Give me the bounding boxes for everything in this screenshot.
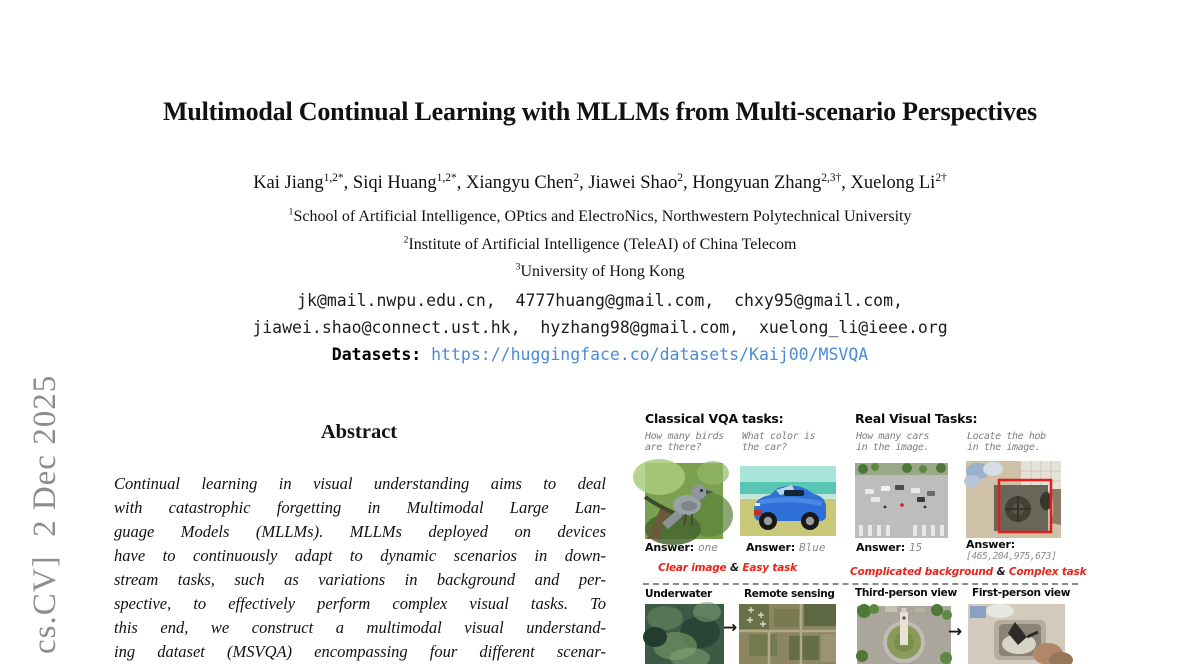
author-5: Xuelong $Li^{2\dagger}$	[850, 171, 947, 193]
email-line-1: jk@mail.nwpu.edu.cn, 4777huang@gmail.com, chxy95@gmail.com,	[297, 291, 903, 310]
paper-title: Multimodal Continual Learning with MLLMs from Multi-scenario Perspectives	[163, 97, 1037, 126]
underwater-image	[645, 604, 724, 664]
abstract-line: stream tasks, such as variations in background and per-	[114, 570, 606, 589]
question-4: Locate the hob in the image.	[967, 431, 1046, 453]
question-3: How many cars in the image.	[856, 431, 930, 453]
arrow-third-to-first-person: →	[948, 622, 963, 642]
caption-complex-task: Complicated background & Complex task	[850, 566, 1087, 578]
author-1: Siqi Huang$^{1,2*}$,	[352, 171, 466, 193]
clock-tower-image	[857, 606, 951, 664]
kitchen-hob-image	[966, 461, 1061, 538]
classical-vqa-header: Classical VQA tasks:	[645, 411, 784, 426]
abstract-line: guage Models (MLLMs). MLLMs deployed on devices	[114, 522, 606, 541]
email-line-2: jiawei.shao@connect.ust.hk, hyzhang98@gmail.com, xuelong_li@ieee.org	[252, 318, 948, 337]
intersection-image	[855, 463, 948, 538]
affiliation-3: $^3$University of Hong Kong	[515, 261, 685, 280]
answer-2: Answer: Blue	[746, 541, 826, 554]
abstract-heading: Abstract	[320, 421, 398, 443]
answer-4: Answer: [465,204,975,673]	[966, 538, 1057, 562]
abstract-line: Continual learning in visual understanding aims to deal	[114, 474, 606, 493]
abstract-body	[114, 472, 606, 664]
answer-1: Answer: one	[645, 541, 718, 554]
abstract-line: ing dataset (MSVQA) encompassing four different scenar-	[114, 642, 606, 661]
author-line	[0, 173, 1200, 194]
first-person-image	[968, 604, 1065, 664]
arxiv-banner: cs.CV] 2 Dec 2025	[27, 374, 63, 654]
arrow-underwater-to-remote: →	[723, 618, 738, 638]
dashed-separator	[643, 583, 1078, 585]
scenario-label-underwater: Underwater	[645, 588, 712, 600]
real-visual-header: Real Visual Tasks:	[855, 411, 978, 426]
author-2: Xiangyu Chen$^2$,	[466, 171, 589, 193]
author-0: Kai Jiang$^{1,2*}$,	[253, 171, 353, 193]
bird-image	[645, 463, 723, 539]
affiliation-2: $^2$Institute of Artificial Intelligence (TeleAI) of China Telecom	[403, 234, 797, 253]
datasets-label: Datasets:	[331, 345, 422, 364]
teaser-figure	[640, 408, 1088, 648]
datasets-link[interactable]: https://huggingface.co/datasets/Kaij00/MSVQA	[431, 345, 869, 364]
abstract-line: have to continuously adapt to dynamic scenarios in down-	[114, 546, 606, 565]
scenario-label-third-person: Third-person view	[855, 587, 957, 599]
scenario-label-first-person: First-person view	[972, 587, 1071, 599]
answer-3: Answer: 15	[856, 541, 923, 554]
remote-sensing-image	[739, 604, 836, 664]
abstract-line: spective, to effectively perform complex visual tasks. To	[114, 594, 606, 613]
caption-easy-task: Clear image & Easy task	[658, 562, 797, 574]
car-image	[740, 466, 836, 536]
question-1: How many birds are there?	[645, 431, 724, 453]
author-4: Hongyuan Zhang$^{2,3\dagger}$,	[692, 171, 851, 193]
abstract-line: with catastrophic forgetting in Multimodal Large Lan-	[114, 498, 606, 517]
datasets-line	[0, 345, 1200, 364]
question-2: What color is the car?	[742, 431, 816, 453]
scenario-label-remote-sensing: Remote sensing	[744, 588, 835, 600]
affiliation-1: $^1$School of Artificial Intelligence, OPtics and ElectroNics, Northwestern Polytechnical University	[288, 206, 912, 225]
abstract-line: this end, we construct a multimodal visual understand-	[114, 618, 606, 637]
author-3: Jiawei Shao$^2$,	[588, 171, 693, 193]
